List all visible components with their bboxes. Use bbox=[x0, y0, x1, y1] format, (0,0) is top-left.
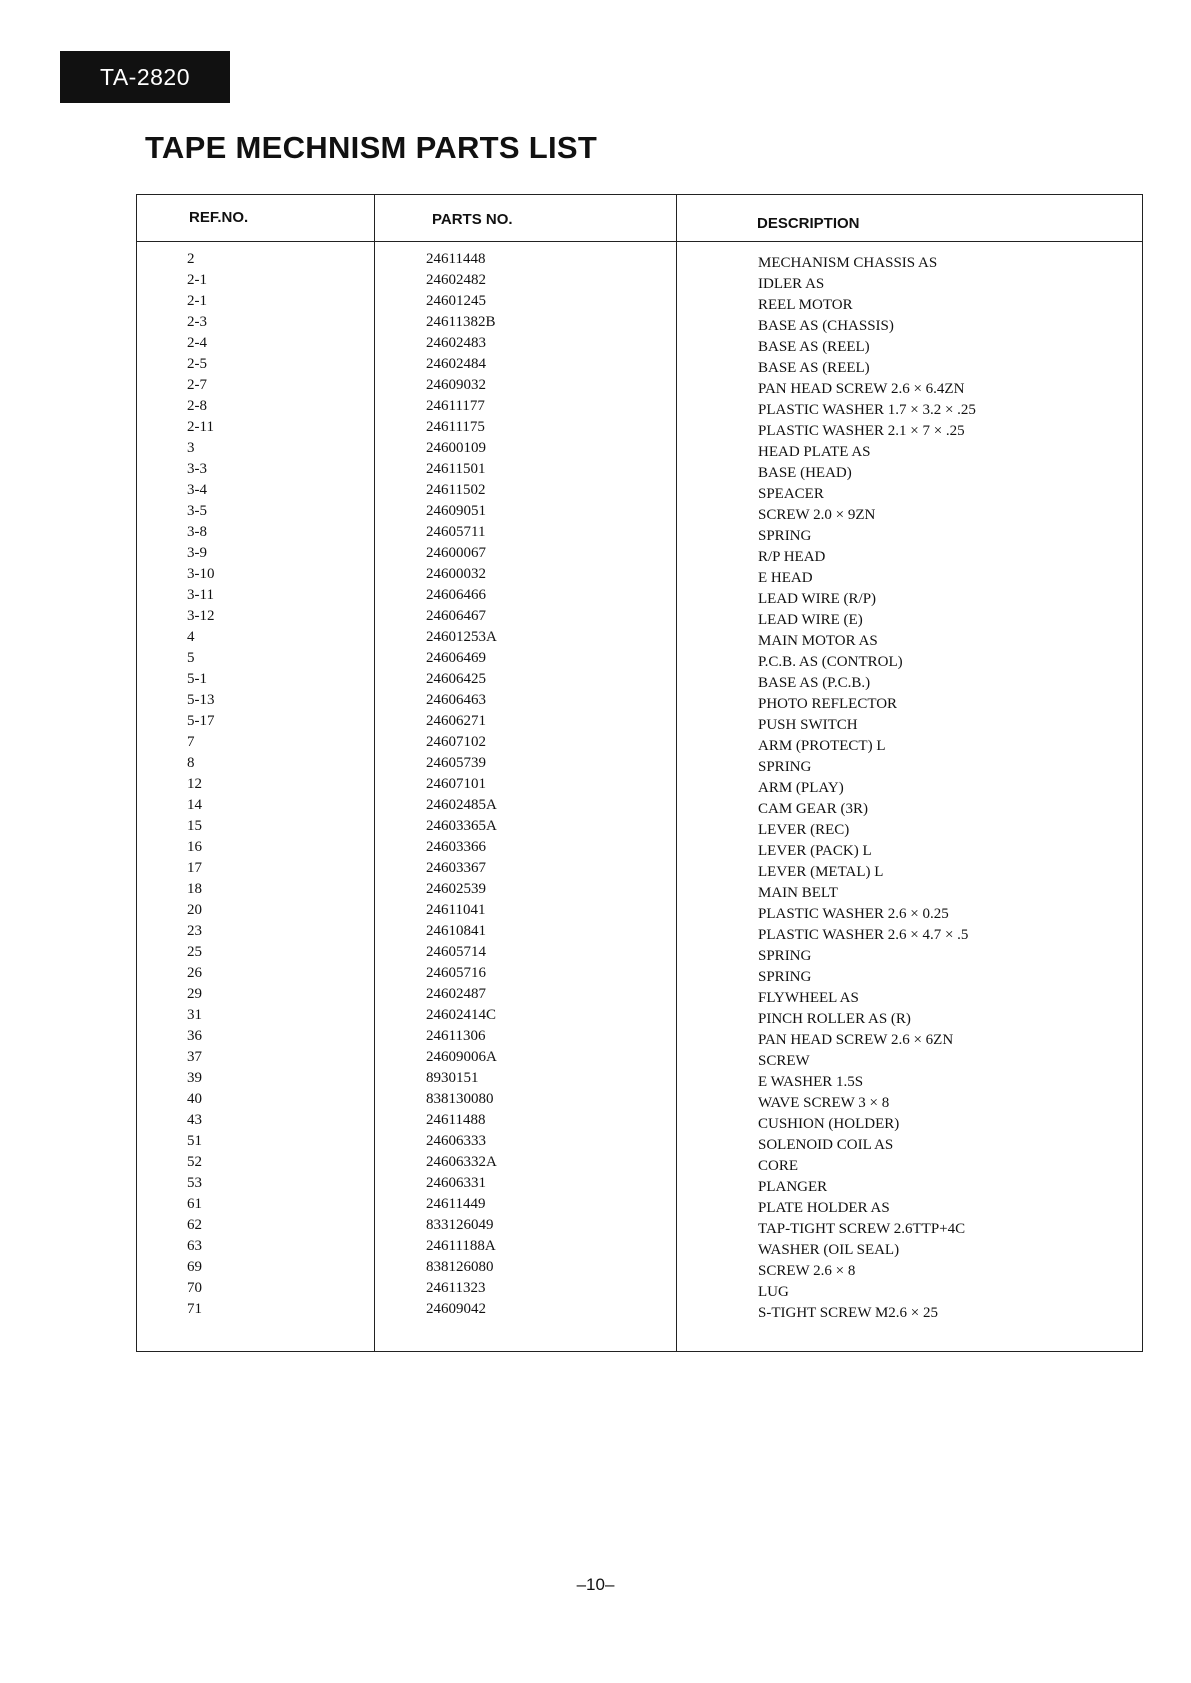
ref-cell: 2-3 bbox=[187, 314, 207, 330]
table-row bbox=[137, 1047, 1142, 1068]
description-cell: BASE AS (REEL) bbox=[758, 360, 870, 376]
description-cell: WASHER (OIL SEAL) bbox=[758, 1242, 900, 1258]
description-cell: BASE AS (P.C.B.) bbox=[758, 675, 871, 691]
description-cell: SPRING bbox=[758, 528, 812, 544]
parts-no-cell: 24606463 bbox=[426, 692, 486, 708]
table-row bbox=[137, 333, 1142, 354]
table-row bbox=[137, 480, 1142, 501]
ref-cell: 25 bbox=[187, 944, 202, 960]
column-header-description: DESCRIPTION bbox=[757, 215, 860, 232]
parts-no-cell: 24602482 bbox=[426, 272, 486, 288]
parts-no-cell: 838126080 bbox=[426, 1259, 494, 1275]
table-row bbox=[137, 543, 1142, 564]
parts-no-cell: 24611448 bbox=[426, 251, 486, 267]
ref-cell: 17 bbox=[187, 860, 202, 876]
ref-cell: 5-1 bbox=[187, 671, 207, 687]
parts-no-cell: 24611501 bbox=[426, 461, 486, 477]
table-row bbox=[137, 396, 1142, 417]
parts-no-cell: 24611041 bbox=[426, 902, 486, 918]
description-cell: PUSH SWITCH bbox=[758, 717, 858, 733]
ref-cell: 70 bbox=[187, 1280, 202, 1296]
description-cell: PLANGER bbox=[758, 1179, 828, 1195]
description-cell: BASE AS (CHASSIS) bbox=[758, 318, 894, 334]
parts-no-cell: 24603367 bbox=[426, 860, 486, 876]
description-cell: TAP-TIGHT SCREW 2.6TTP+4C bbox=[758, 1221, 966, 1237]
ref-cell: 3-3 bbox=[187, 461, 207, 477]
description-cell: SPRING bbox=[758, 969, 812, 985]
table-row bbox=[137, 1068, 1142, 1089]
ref-cell: 5-13 bbox=[187, 692, 215, 708]
description-cell: PLASTIC WASHER 2.1 × 7 × .25 bbox=[758, 423, 965, 439]
table-row bbox=[137, 711, 1142, 732]
parts-no-cell: 24611188A bbox=[426, 1238, 496, 1254]
ref-cell: 2-8 bbox=[187, 398, 207, 414]
table-row bbox=[137, 1173, 1142, 1194]
parts-no-cell: 24605739 bbox=[426, 755, 486, 771]
parts-no-cell: 8930151 bbox=[426, 1070, 479, 1086]
ref-cell: 2-1 bbox=[187, 293, 207, 309]
parts-no-cell: 24602539 bbox=[426, 881, 486, 897]
description-cell: LEAD WIRE (E) bbox=[758, 612, 863, 628]
ref-cell: 29 bbox=[187, 986, 202, 1002]
table-row bbox=[137, 669, 1142, 690]
parts-no-cell: 24609032 bbox=[426, 377, 486, 393]
table-row bbox=[137, 879, 1142, 900]
table-row bbox=[137, 1131, 1142, 1152]
description-cell: CAM GEAR (3R) bbox=[758, 801, 869, 817]
description-cell: PHOTO REFLECTOR bbox=[758, 696, 898, 712]
description-cell: SCREW bbox=[758, 1053, 810, 1069]
description-cell: MAIN MOTOR AS bbox=[758, 633, 878, 649]
ref-cell: 61 bbox=[187, 1196, 202, 1212]
description-cell: MECHANISM CHASSIS AS bbox=[758, 255, 938, 271]
table-row bbox=[137, 417, 1142, 438]
ref-cell: 51 bbox=[187, 1133, 202, 1149]
ref-cell: 15 bbox=[187, 818, 202, 834]
description-cell: PLASTIC WASHER 2.6 × 4.7 × .5 bbox=[758, 927, 969, 943]
parts-no-cell: 24602414C bbox=[426, 1007, 497, 1023]
table-row bbox=[137, 858, 1142, 879]
parts-no-cell: 24605711 bbox=[426, 524, 486, 540]
table-row bbox=[137, 585, 1142, 606]
table-row bbox=[137, 963, 1142, 984]
description-cell: CUSHION (HOLDER) bbox=[758, 1116, 900, 1132]
header-divider bbox=[137, 241, 1142, 242]
description-cell: SPRING bbox=[758, 759, 812, 775]
table-row bbox=[137, 732, 1142, 753]
ref-cell: 2-5 bbox=[187, 356, 207, 372]
parts-no-cell: 24600109 bbox=[426, 440, 486, 456]
table-row bbox=[137, 270, 1142, 291]
description-cell: E WASHER 1.5S bbox=[758, 1074, 864, 1090]
parts-no-cell: 24611175 bbox=[426, 419, 485, 435]
table-row bbox=[137, 1110, 1142, 1131]
parts-no-cell: 24609051 bbox=[426, 503, 486, 519]
parts-no-cell: 24605716 bbox=[426, 965, 486, 981]
parts-no-cell: 24602487 bbox=[426, 986, 486, 1002]
parts-no-cell: 24606331 bbox=[426, 1175, 486, 1191]
parts-no-cell: 24606466 bbox=[426, 587, 486, 603]
ref-cell: 3-8 bbox=[187, 524, 207, 540]
description-cell: WAVE SCREW 3 × 8 bbox=[758, 1095, 890, 1111]
ref-cell: 2-1 bbox=[187, 272, 207, 288]
table-body bbox=[137, 249, 1142, 1320]
table-row bbox=[137, 1194, 1142, 1215]
table-row bbox=[137, 1236, 1142, 1257]
table-row bbox=[137, 900, 1142, 921]
description-cell: BASE (HEAD) bbox=[758, 465, 852, 481]
parts-no-cell: 24606469 bbox=[426, 650, 486, 666]
ref-cell: 62 bbox=[187, 1217, 202, 1233]
parts-no-cell: 24609042 bbox=[426, 1301, 486, 1317]
ref-cell: 2-4 bbox=[187, 335, 207, 351]
ref-cell: 37 bbox=[187, 1049, 202, 1065]
description-cell: R/P HEAD bbox=[758, 549, 826, 565]
table-row bbox=[137, 1005, 1142, 1026]
ref-cell: 53 bbox=[187, 1175, 202, 1191]
page-title: TAPE MECHNISM PARTS LIST bbox=[145, 130, 598, 165]
description-cell: ARM (PLAY) bbox=[758, 780, 844, 796]
ref-cell: 31 bbox=[187, 1007, 202, 1023]
table-row bbox=[137, 564, 1142, 585]
parts-no-cell: 833126049 bbox=[426, 1217, 494, 1233]
ref-cell: 43 bbox=[187, 1112, 202, 1128]
parts-no-cell: 24611177 bbox=[426, 398, 485, 414]
table-row bbox=[137, 375, 1142, 396]
table-row bbox=[137, 438, 1142, 459]
description-cell: IDLER AS bbox=[758, 276, 825, 292]
table-row bbox=[137, 984, 1142, 1005]
parts-no-cell: 24607102 bbox=[426, 734, 486, 750]
parts-no-cell: 24607101 bbox=[426, 776, 486, 792]
description-cell: CORE bbox=[758, 1158, 799, 1174]
ref-cell: 2-11 bbox=[187, 419, 214, 435]
parts-no-cell: 838130080 bbox=[426, 1091, 494, 1107]
parts-no-cell: 24611449 bbox=[426, 1196, 486, 1212]
description-cell: BASE AS (REEL) bbox=[758, 339, 870, 355]
description-cell: SPRING bbox=[758, 948, 812, 964]
table-row bbox=[137, 501, 1142, 522]
ref-cell: 3-11 bbox=[187, 587, 214, 603]
ref-cell: 52 bbox=[187, 1154, 202, 1170]
description-cell: REEL MOTOR bbox=[758, 297, 853, 313]
table-row bbox=[137, 459, 1142, 480]
parts-no-cell: 24606271 bbox=[426, 713, 486, 729]
ref-cell: 40 bbox=[187, 1091, 202, 1107]
parts-no-cell: 24606425 bbox=[426, 671, 486, 687]
description-cell: HEAD PLATE AS bbox=[758, 444, 871, 460]
description-cell: PLASTIC WASHER 1.7 × 3.2 × .25 bbox=[758, 402, 976, 418]
table-row bbox=[137, 312, 1142, 333]
ref-cell: 3-4 bbox=[187, 482, 207, 498]
table-row bbox=[137, 1278, 1142, 1299]
description-cell: LEVER (PACK) L bbox=[758, 843, 872, 859]
parts-no-cell: 24603365A bbox=[426, 818, 497, 834]
description-cell: SCREW 2.6 × 8 bbox=[758, 1263, 856, 1279]
table-row bbox=[137, 522, 1142, 543]
description-cell: P.C.B. AS (CONTROL) bbox=[758, 654, 903, 670]
description-cell: E HEAD bbox=[758, 570, 813, 586]
table-row bbox=[137, 627, 1142, 648]
page-number: –10– bbox=[576, 1575, 615, 1594]
parts-table bbox=[136, 194, 1143, 1352]
parts-no-cell: 24601245 bbox=[426, 293, 486, 309]
parts-no-cell: 24611306 bbox=[426, 1028, 486, 1044]
ref-cell: 36 bbox=[187, 1028, 202, 1044]
parts-no-cell: 24611382B bbox=[426, 314, 496, 330]
table-row bbox=[137, 606, 1142, 627]
parts-no-cell: 24606332A bbox=[426, 1154, 497, 1170]
parts-no-cell: 24600067 bbox=[426, 545, 486, 561]
ref-cell: 18 bbox=[187, 881, 202, 897]
description-cell: FLYWHEEL AS bbox=[758, 990, 859, 1006]
column-header-parts-no: PARTS NO. bbox=[432, 211, 513, 228]
description-cell: ARM (PROTECT) L bbox=[758, 738, 886, 754]
table-row bbox=[137, 648, 1142, 669]
parts-no-cell: 24605714 bbox=[426, 944, 486, 960]
parts-no-cell: 24610841 bbox=[426, 923, 486, 939]
table-row bbox=[137, 837, 1142, 858]
table-row bbox=[137, 249, 1142, 270]
ref-cell: 3-5 bbox=[187, 503, 207, 519]
table-row bbox=[137, 753, 1142, 774]
description-cell: PLASTIC WASHER 2.6 × 0.25 bbox=[758, 906, 949, 922]
parts-no-cell: 24611488 bbox=[426, 1112, 486, 1128]
description-cell: PAN HEAD SCREW 2.6 × 6.4ZN bbox=[758, 381, 965, 397]
ref-cell: 3 bbox=[187, 440, 195, 456]
ref-cell: 7 bbox=[187, 734, 195, 750]
ref-cell: 2-7 bbox=[187, 377, 207, 393]
ref-cell: 3-10 bbox=[187, 566, 215, 582]
ref-cell: 16 bbox=[187, 839, 202, 855]
table-row bbox=[137, 690, 1142, 711]
description-cell: LEVER (METAL) L bbox=[758, 864, 884, 880]
table-row bbox=[137, 921, 1142, 942]
table-row bbox=[137, 816, 1142, 837]
parts-no-cell: 24602484 bbox=[426, 356, 486, 372]
parts-no-cell: 24606333 bbox=[426, 1133, 486, 1149]
table-row bbox=[137, 1089, 1142, 1110]
table-row bbox=[137, 1026, 1142, 1047]
column-header-ref-no: REF.NO. bbox=[189, 209, 249, 226]
model-label: TA-2820 bbox=[60, 51, 230, 103]
description-cell: SPEACER bbox=[758, 486, 824, 502]
ref-cell: 3-9 bbox=[187, 545, 207, 561]
table-row bbox=[137, 1152, 1142, 1173]
description-cell: MAIN BELT bbox=[758, 885, 838, 901]
table-row bbox=[137, 291, 1142, 312]
description-cell: LUG bbox=[758, 1284, 789, 1300]
ref-cell: 63 bbox=[187, 1238, 202, 1254]
ref-cell: 71 bbox=[187, 1301, 202, 1317]
ref-cell: 20 bbox=[187, 902, 202, 918]
ref-cell: 14 bbox=[187, 797, 202, 813]
parts-no-cell: 24600032 bbox=[426, 566, 486, 582]
ref-cell: 5-17 bbox=[187, 713, 215, 729]
description-cell: S-TIGHT SCREW M2.6 × 25 bbox=[758, 1305, 938, 1321]
parts-no-cell: 24602483 bbox=[426, 335, 486, 351]
parts-no-cell: 24603366 bbox=[426, 839, 486, 855]
table-row bbox=[137, 1215, 1142, 1236]
parts-no-cell: 24602485A bbox=[426, 797, 497, 813]
ref-cell: 39 bbox=[187, 1070, 202, 1086]
table-row bbox=[137, 942, 1142, 963]
description-cell: PLATE HOLDER AS bbox=[758, 1200, 890, 1216]
ref-cell: 8 bbox=[187, 755, 195, 771]
ref-cell: 2 bbox=[187, 251, 195, 267]
table-row bbox=[137, 1257, 1142, 1278]
parts-no-cell: 24611502 bbox=[426, 482, 486, 498]
ref-cell: 69 bbox=[187, 1259, 202, 1275]
parts-no-cell: 24611323 bbox=[426, 1280, 486, 1296]
ref-cell: 3-12 bbox=[187, 608, 215, 624]
description-cell: SOLENOID COIL AS bbox=[758, 1137, 894, 1153]
ref-cell: 26 bbox=[187, 965, 202, 981]
ref-cell: 12 bbox=[187, 776, 202, 792]
description-cell: LEVER (REC) bbox=[758, 822, 850, 838]
description-cell: SCREW 2.0 × 9ZN bbox=[758, 507, 876, 523]
table-row bbox=[137, 354, 1142, 375]
parts-no-cell: 24606467 bbox=[426, 608, 486, 624]
description-cell: PAN HEAD SCREW 2.6 × 6ZN bbox=[758, 1032, 954, 1048]
ref-cell: 4 bbox=[187, 629, 195, 645]
ref-cell: 5 bbox=[187, 650, 195, 666]
table-row bbox=[137, 774, 1142, 795]
parts-no-cell: 24609006A bbox=[426, 1049, 497, 1065]
description-cell: LEAD WIRE (R/P) bbox=[758, 591, 877, 607]
parts-no-cell: 24601253A bbox=[426, 629, 497, 645]
table-row bbox=[137, 1299, 1142, 1320]
description-cell: PINCH ROLLER AS (R) bbox=[758, 1011, 911, 1027]
table-row bbox=[137, 795, 1142, 816]
ref-cell: 23 bbox=[187, 923, 202, 939]
